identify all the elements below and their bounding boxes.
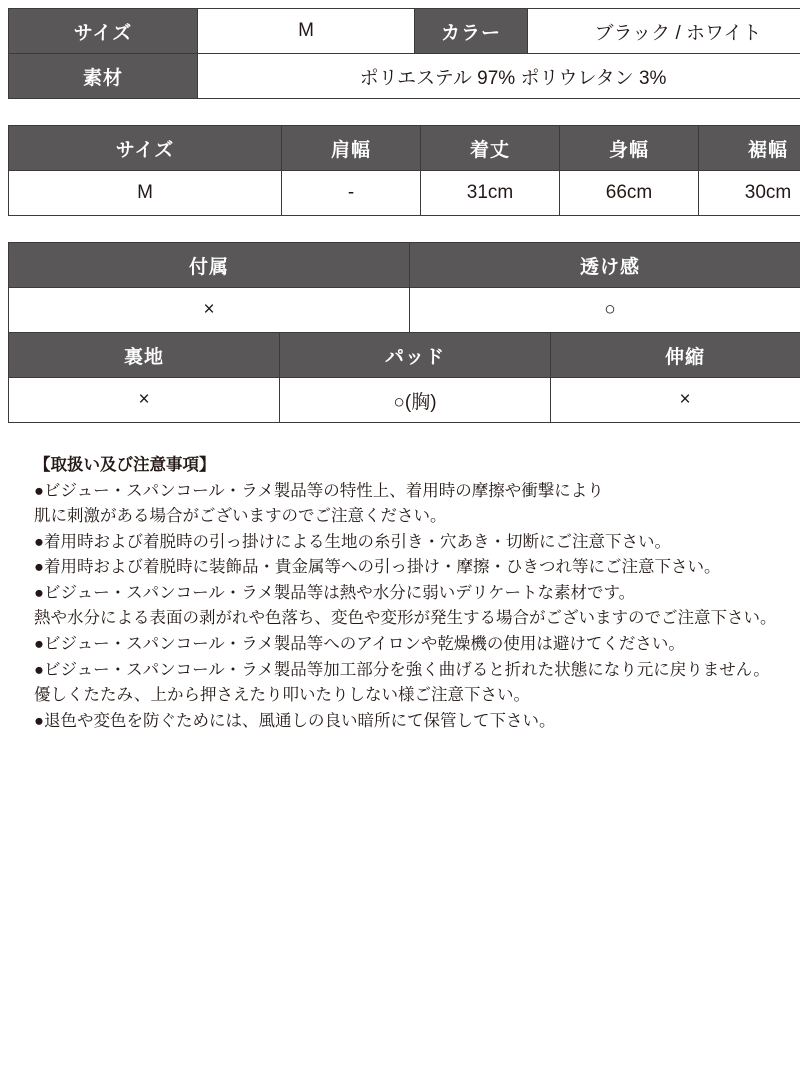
measure-header-bust: 身幅 (560, 126, 699, 171)
attr-value-sheerness: ○ (410, 288, 800, 333)
care-notes (8, 453, 792, 734)
table-header-row (9, 243, 800, 288)
spacer (8, 99, 792, 125)
care-notes-title: 【取扱い及び注意事項】 (34, 456, 216, 474)
table-header-row (9, 126, 800, 171)
care-notes-line: ●着用時および着脱時の引っ掛けによる生地の糸引き・穴あき・切断にご注意下さい。 (34, 532, 671, 551)
spec-color-label: カラー (415, 9, 528, 54)
table-row (9, 9, 800, 54)
measure-value-size: M (9, 171, 282, 216)
attr-value-lining: × (9, 378, 280, 423)
attr-header-pad: パッド (280, 333, 551, 378)
spec-material-label: 素材 (9, 54, 198, 99)
table-header-row (9, 333, 800, 378)
attr-value-accessory: × (9, 288, 410, 333)
table-row (9, 288, 800, 333)
attr-header-stretch: 伸縮 (551, 333, 800, 378)
measurement-table (8, 125, 800, 216)
care-notes-line: 熱や水分による表面の剥がれや色落ち、変色や変形が発生する場合がございますのでご注意下さい。 (34, 609, 777, 628)
attr-header-lining: 裏地 (9, 333, 280, 378)
measure-header-length: 着丈 (421, 126, 560, 171)
care-notes-line: 優しくたたみ、上から押さえたり叩いたりしない様ご注意下さい。 (34, 686, 530, 705)
spacer (8, 216, 792, 242)
measure-header-hem: 裾幅 (699, 126, 800, 171)
measure-header-size: サイズ (9, 126, 282, 171)
attribute-table-2 (8, 332, 800, 423)
measure-value-length: 31cm (421, 171, 560, 216)
care-notes-line: ●ビジュー・スパンコール・ラメ製品等は熱や水分に弱いデリケートな素材です。 (34, 583, 636, 602)
table-row (9, 378, 800, 423)
measure-value-hem: 30cm (699, 171, 800, 216)
attribute-table-1 (8, 242, 800, 333)
attr-value-pad: ○(胸) (280, 378, 551, 423)
measure-value-bust: 66cm (560, 171, 699, 216)
attr-value-stretch: × (551, 378, 800, 423)
spec-color-value: ブラック / ホワイト (528, 9, 800, 54)
care-notes-line: ●ビジュー・スパンコール・ラメ製品等へのアイロンや乾燥機の使用は避けてください。 (34, 634, 685, 653)
care-notes-line: ●退色や変色を防ぐためには、風通しの良い暗所にて保管して下さい。 (34, 711, 556, 730)
care-notes-line: ●着用時および着脱時に装飾品・貴金属等への引っ掛け・摩擦・ひきつれ等にご注意下さい。 (34, 558, 721, 577)
attr-header-sheerness: 透け感 (410, 243, 800, 288)
table-row (9, 171, 800, 216)
spec-table (8, 8, 800, 99)
spec-material-value: ポリエステル 97% ポリウレタン 3% (198, 54, 800, 99)
care-notes-line: 肌に刺激がある場合がございますのでご注意ください。 (34, 507, 447, 526)
spec-size-value: M (198, 9, 415, 54)
table-row (9, 54, 800, 99)
measure-header-shoulder: 肩幅 (282, 126, 421, 171)
measure-value-shoulder: - (282, 171, 421, 216)
attr-header-accessory: 付属 (9, 243, 410, 288)
care-notes-line: ●ビジュー・スパンコール・ラメ製品等の特性上、着用時の摩擦や衝撃により (34, 481, 604, 500)
spec-size-label: サイズ (9, 9, 198, 54)
care-notes-line: ●ビジュー・スパンコール・ラメ製品等加工部分を強く曲げると折れた状態になり元に戻りません。 (34, 660, 770, 679)
